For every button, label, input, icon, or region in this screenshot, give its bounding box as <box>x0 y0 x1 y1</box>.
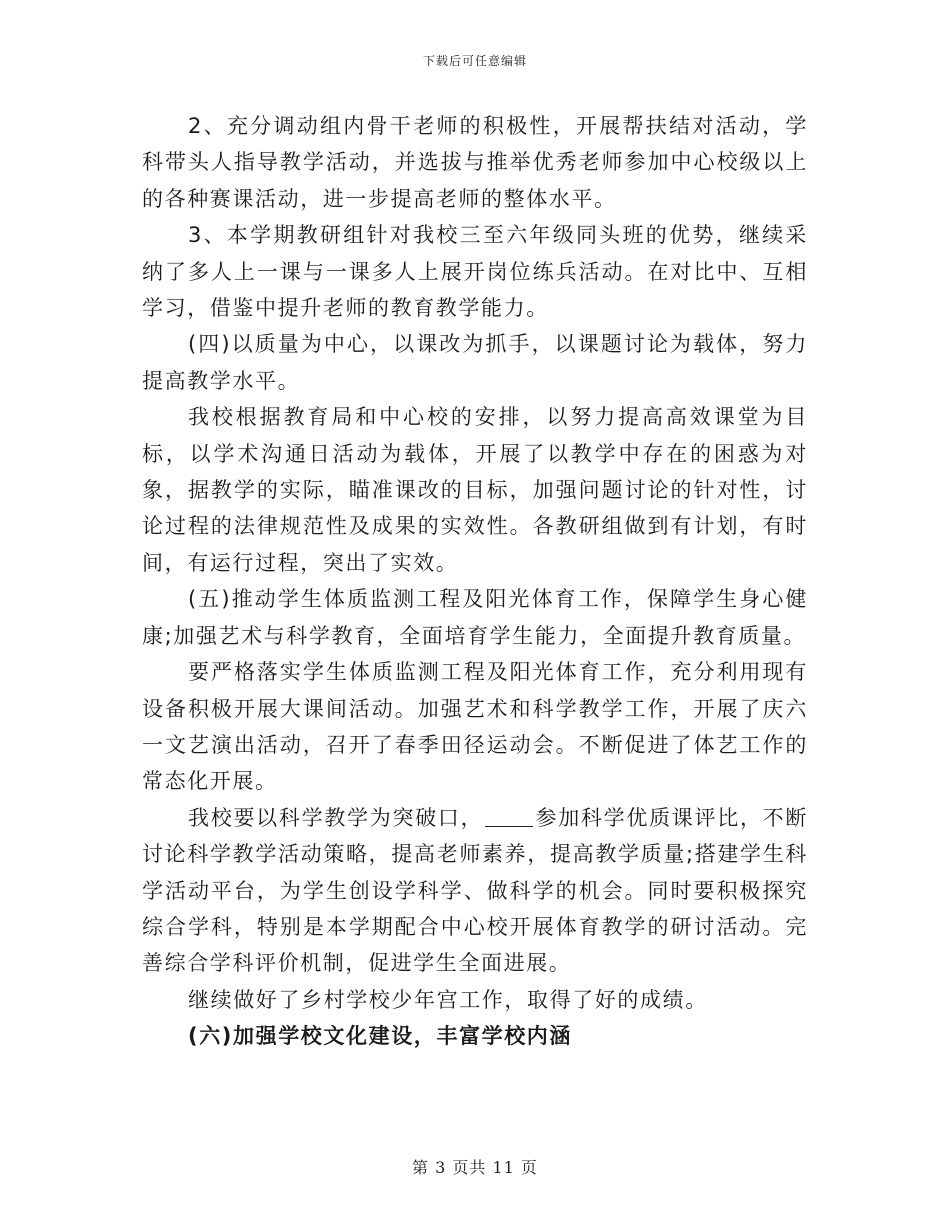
paragraph-backbone-teachers: 2、充分调动组内骨干老师的积极性，开展帮扶结对活动，学科带头人指导教学活动，并选拔与推举优秀老师参加中心校级以上的各种赛课活动，进一步提高老师的整体水平。 <box>142 114 808 211</box>
science-text-before-blank: 我校要以科学教学为突破口， <box>188 805 484 830</box>
section-heading-six: (六)加强学校文化建设，丰富学校内涵 <box>188 1024 572 1049</box>
paragraph-teaching-research-group: 3、本学期教研组针对我校三至六年级同头班的优势，继续采纳了多人上一课与一课多人上展开岗位练兵活动。在对比中、互相学习，借鉴中提升老师的教育教学能力。 <box>142 223 808 321</box>
paragraph-youth-palace: 继续做好了乡村学校少年宫工作，取得了好的成绩。 <box>188 987 708 1012</box>
page-footer: 第 3 页共 11 页 <box>412 1158 538 1177</box>
paragraph-efficient-classroom: 我校根据教育局和中心校的安排，以努力提高高效课堂为目标，以学术沟通日活动为载体，开展了以教学中存在的困惑为对象，据教学的实际，瞄准课改的目标，加强问题讨论的针对性，讨论过程的法律规范性及成果的实效性。各教研组做到有计划，有时间，有运行过程，突出了实效。 <box>142 405 808 575</box>
paragraph-physical-monitoring: 要严格落实学生体质监测工程及阳光体育工作，充分利用现有设备积极开展大课间活动。加强艺术和科学教学工作，开展了庆六一文艺演出活动，召开了春季田径运动会。不断促进了体艺工作的常态化开展。 <box>142 660 808 794</box>
section-heading-four: (四)以质量为中心，以课改为抓手，以课题讨论为载体，努力提高教学水平。 <box>142 332 808 393</box>
document-body <box>142 108 808 1055</box>
fill-in-blank <box>485 806 533 827</box>
paragraph-science-teaching <box>142 800 808 982</box>
section-heading-five: (五)推动学生体质监测工程及阳光体育工作，保障学生身心健康;加强艺术与科学教育，全面培育学生能力，全面提升教育质量。 <box>142 587 808 648</box>
page-header: 下载后可任意编辑 <box>422 54 527 68</box>
science-text-after-blank: 参加科学优质课评比，不断讨论科学教学活动策略，提高老师素养，提高教学质量;搭建学生科学活动平台，为学生创设学科学、做科学的机会。同时要积极探究综合学科，特别是本学期配合中心校开展体育教学的研讨活动。完善综合学科评价机制，促进学生全面进展。 <box>142 805 808 976</box>
